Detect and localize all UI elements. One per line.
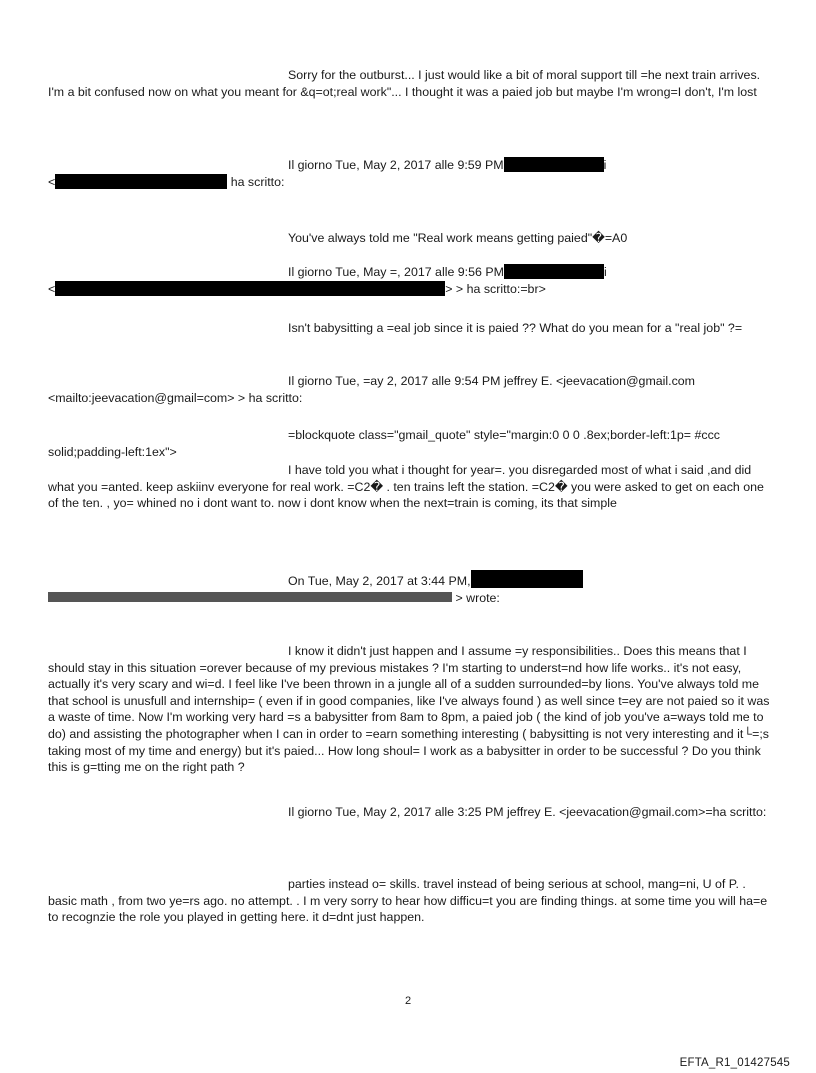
redaction-box [504, 157, 604, 172]
message-paragraph: Isn't babysitting a =eal job since it is paied ?? What do you mean for a "real job" ?= [288, 321, 743, 335]
message-paragraph: I have told you what i thought for year=. you disregarded most of what i said ,and did what you =anted. keep askiinv everyone for real work. =C2� . ten trains left the station. =C2� you were asked to get on each one of the ten. , yo= whined no i dont want to. now i dont know when the next=train is coming, its that simple [48, 463, 764, 511]
redaction-box [471, 570, 583, 588]
message-paragraph: I know it didn't just happen and I assume =y responsibilities.. Does this means that I should stay in this situation =orever because of my previous mistakes ? I'm starting to underst=nd how life works.. it's not easy, actually it's very scary and wi=d. I feel like I've been thrown in a jungle all of a sudden surrounded=by lions. You've always told me that school is unusfull and internship= ( even if in good companies, like I've always found ) as well since t=ey are not paied so it was a waste of time. Now I'm working very hard =s a babysitter from 8am to 8pm, a paied job ( the kind of job you've a=ways told me to do) and assisting the photographer when I can in order to =earn something interesting ( babysitting is not very interesting and it└=;s taking most of my time and energy) but it's paied... How long shoul= I work as a babysitter in order to be successful ? Do you think this is g=tting me on the right path ? [48, 644, 770, 775]
redaction-box [55, 174, 227, 189]
redaction-box [48, 592, 452, 602]
page-number: 2 [404, 995, 412, 1007]
message-paragraph: You've always told me "Real work means getting paied"�=A0 [288, 231, 628, 245]
message-paragraph: =blockquote class="gmail_quote" style="margin:0 0 0 .8ex;border-left:1p= #ccc solid;padding-left:1ex"> [48, 428, 720, 459]
quote-header: Il giorno Tue, May 2, 2017 alle 3:25 PM jeffrey E. <jeevacation@gmail.com>=ha scritto: [288, 805, 767, 819]
message-paragraph: Sorry for the outburst... I just would like a bit of moral support till =he next train arrives. I'm a bit confused now on what you meant for &q=ot;real work"... I thought it was a paied job but maybe I'm wrong=I don't, I'm lost [48, 68, 761, 99]
redaction-box [504, 264, 604, 279]
quote-header: On Tue, May 2, 2017 at 3:44 PM, > wrote: [48, 570, 772, 606]
quote-header: Il giorno Tue, May =, 2017 alle 9:56 PM i < > > ha scritto:=br> [48, 265, 607, 296]
redaction-box [55, 281, 445, 296]
quote-header: Il giorno Tue, =ay 2, 2017 alle 9:54 PM jeffrey E. <jeevacation@gmail.com <mailto:jeevacation@gmail=com> > ha scritto: [48, 374, 696, 405]
message-paragraph: parties instead o= skills. travel instead of being serious at school, mang=ni, U of P. . basic math , from two ye=rs ago. no attempt. . I m very sorry to hear how difficu=t you are finding things. at some time you will ha=e to recognzie the role you played in getting here. it d=dnt just happen. [48, 877, 768, 925]
quote-header: Il giorno Tue, May 2, 2017 alle 9:59 PM i < ha scritto: [48, 158, 607, 189]
document-id: EFTA_R1_01427545 [679, 1057, 790, 1069]
